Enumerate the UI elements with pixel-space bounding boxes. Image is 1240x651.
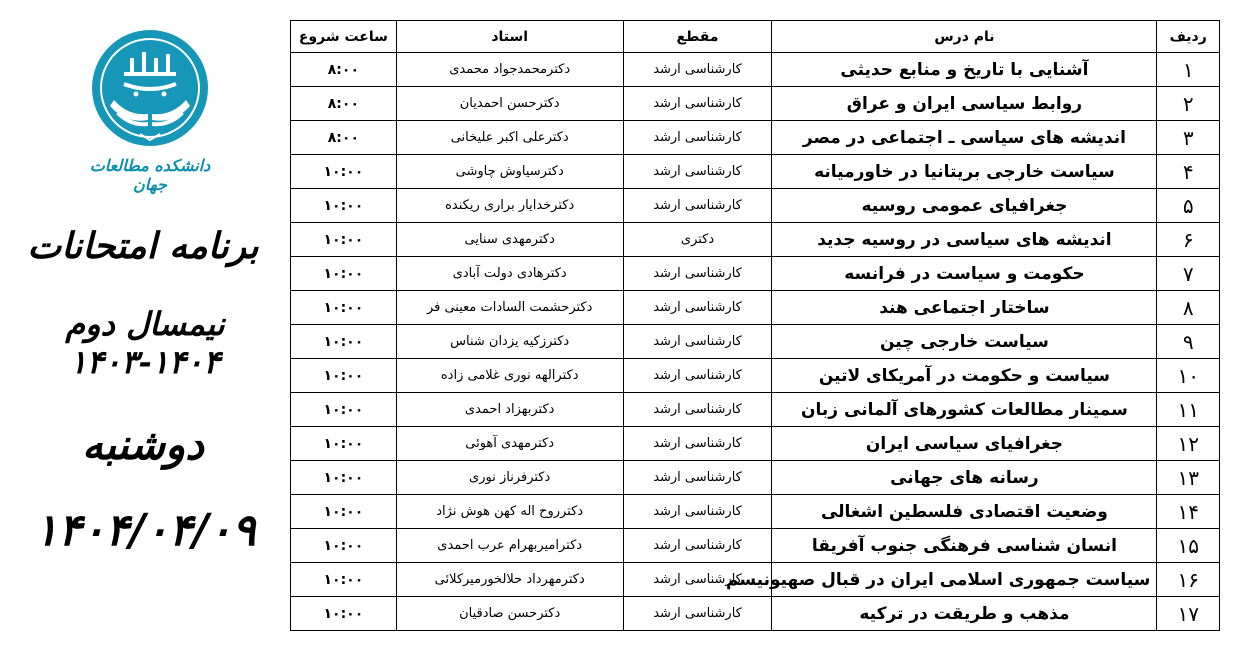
start-time-cell: ۱۰:۰۰ [291, 495, 397, 529]
professor-cell: دکترزکیه یزدان شناس [396, 325, 623, 359]
course-cell: ساختار اجتماعی هند [772, 291, 1157, 325]
level-cell: دکتری [623, 223, 772, 257]
professor-cell: دکترمحمدجواد محمدی [396, 53, 623, 87]
course-cell: سمینار مطالعات کشورهای آلمانی زبان [772, 393, 1157, 427]
header-professor: استاد [396, 21, 623, 53]
course-cell: سیاست خارجی چین [772, 325, 1157, 359]
row-number-cell: ۱۱ [1157, 393, 1220, 427]
start-time-cell: ۱۰:۰۰ [291, 563, 397, 597]
row-number-cell: ۱۶ [1157, 563, 1220, 597]
row-number-cell: ۹ [1157, 325, 1220, 359]
level-cell: کارشناسی ارشد [623, 359, 772, 393]
course-cell: مذهب و طریقت در ترکیه [772, 597, 1157, 631]
start-time-cell: ۱۰:۰۰ [291, 359, 397, 393]
table-row [291, 529, 1220, 563]
level-cell: کارشناسی ارشد [623, 189, 772, 223]
table-row [291, 257, 1220, 291]
start-time-cell: ۱۰:۰۰ [291, 291, 397, 325]
level-cell: کارشناسی ارشد [623, 461, 772, 495]
table-body [291, 53, 1220, 631]
table-row [291, 427, 1220, 461]
semester-line: نیمسال دوم ۱۴۰۴-۱۴۰۳ [65, 305, 225, 381]
table-row [291, 223, 1220, 257]
course-cell: اندیشه های سیاسی در روسیه جدید [772, 223, 1157, 257]
header-course: نام درس [772, 21, 1157, 53]
row-number-cell: ۴ [1157, 155, 1220, 189]
course-cell: سیاست خارجی بریتانیا در خاورمیانه [772, 155, 1157, 189]
course-cell: جغرافیای سیاسی ایران [772, 427, 1157, 461]
table-row [291, 461, 1220, 495]
exam-date: ۱۴۰۴/۰۴/۰۹ [34, 505, 256, 556]
course-cell: آشنایی با تاریخ و منابع حدیثی [772, 53, 1157, 87]
exam-day: دوشنبه [81, 420, 205, 469]
table-row [291, 53, 1220, 87]
row-number-cell: ۱۰ [1157, 359, 1220, 393]
start-time-cell: ۱۰:۰۰ [291, 427, 397, 461]
row-number-cell: ۱۷ [1157, 597, 1220, 631]
level-cell: کارشناسی ارشد [623, 563, 772, 597]
level-cell: کارشناسی ارشد [623, 495, 772, 529]
professor-cell: دکترمهرداد حلالخورمیرکلائی [396, 563, 623, 597]
header-level: مقطع [623, 21, 772, 53]
level-cell: کارشناسی ارشد [623, 427, 772, 461]
row-number-cell: ۱۲ [1157, 427, 1220, 461]
header-row-number: ردیف [1157, 21, 1220, 53]
start-time-cell: ۸:۰۰ [291, 121, 397, 155]
university-emblem-icon [90, 28, 210, 148]
level-cell: کارشناسی ارشد [623, 121, 772, 155]
professor-cell: دکترامیربهرام عرب احمدی [396, 529, 623, 563]
row-number-cell: ۵ [1157, 189, 1220, 223]
faculty-name: دانشکده مطالعات جهان [89, 156, 211, 194]
program-title: برنامه امتحانات [27, 225, 259, 267]
table-row [291, 325, 1220, 359]
professor-cell: دکترحسن احمدیان [396, 87, 623, 121]
level-cell: کارشناسی ارشد [623, 291, 772, 325]
course-cell: انسان شناسی فرهنگی جنوب آفریقا [772, 529, 1157, 563]
row-number-cell: ۱۳ [1157, 461, 1220, 495]
row-number-cell: ۳ [1157, 121, 1220, 155]
professor-cell: دکترخدایار براری ریکنده [396, 189, 623, 223]
table-row [291, 393, 1220, 427]
row-number-cell: ۸ [1157, 291, 1220, 325]
level-cell: کارشناسی ارشد [623, 597, 772, 631]
level-cell: کارشناسی ارشد [623, 155, 772, 189]
course-cell: سیاست و حکومت در آمریکای لاتین [772, 359, 1157, 393]
start-time-cell: ۱۰:۰۰ [291, 155, 397, 189]
level-cell: کارشناسی ارشد [623, 325, 772, 359]
header-start-time: ساعت شروع [291, 21, 397, 53]
course-cell: رسانه های جهانی [772, 461, 1157, 495]
start-time-cell: ۱۰:۰۰ [291, 461, 397, 495]
professor-cell: دکترحشمت السادات معینی فر [396, 291, 623, 325]
course-cell: اندیشه های سیاسی ـ اجتماعی در مصر [772, 121, 1157, 155]
start-time-cell: ۱۰:۰۰ [291, 597, 397, 631]
level-cell: کارشناسی ارشد [623, 393, 772, 427]
table-row [291, 291, 1220, 325]
start-time-cell: ۸:۰۰ [291, 87, 397, 121]
professor-cell: دکترهادی دولت آبادی [396, 257, 623, 291]
course-cell: حکومت و سیاست در فرانسه [772, 257, 1157, 291]
course-cell: وضعیت اقتصادی فلسطین اشغالی [772, 495, 1157, 529]
table-row [291, 121, 1220, 155]
professor-cell: دکترالهه نوری غلامی زاده [396, 359, 623, 393]
professor-cell: دکترروح اله کهن هوش نژاد [396, 495, 623, 529]
level-cell: کارشناسی ارشد [623, 257, 772, 291]
table-row [291, 597, 1220, 631]
table-row [291, 155, 1220, 189]
start-time-cell: ۱۰:۰۰ [291, 529, 397, 563]
start-time-cell: ۱۰:۰۰ [291, 325, 397, 359]
row-number-cell: ۱۵ [1157, 529, 1220, 563]
professor-cell: دکترسیاوش چاوشی [396, 155, 623, 189]
row-number-cell: ۲ [1157, 87, 1220, 121]
exam-schedule-table [290, 20, 1220, 631]
table-row [291, 189, 1220, 223]
professor-cell: دکترحسن صادقیان [396, 597, 623, 631]
table-header-row [291, 21, 1220, 53]
course-cell: جغرافیای عمومی روسیه [772, 189, 1157, 223]
start-time-cell: ۱۰:۰۰ [291, 189, 397, 223]
level-cell: کارشناسی ارشد [623, 53, 772, 87]
professor-cell: دکترعلی اکبر علیخانی [396, 121, 623, 155]
start-time-cell: ۱۰:۰۰ [291, 257, 397, 291]
row-number-cell: ۱ [1157, 53, 1220, 87]
university-logo [84, 28, 216, 193]
row-number-cell: ۷ [1157, 257, 1220, 291]
table-row [291, 495, 1220, 529]
table-row [291, 563, 1220, 597]
start-time-cell: ۱۰:۰۰ [291, 223, 397, 257]
table-row [291, 359, 1220, 393]
level-cell: کارشناسی ارشد [623, 87, 772, 121]
row-number-cell: ۶ [1157, 223, 1220, 257]
course-cell: روابط سیاسی ایران و عراق [772, 87, 1157, 121]
table-row [291, 87, 1220, 121]
start-time-cell: ۸:۰۰ [291, 53, 397, 87]
professor-cell: دکترمهدی سنایی [396, 223, 623, 257]
professor-cell: دکترفرناز نوری [396, 461, 623, 495]
professor-cell: دکتربهزاد احمدی [396, 393, 623, 427]
level-cell: کارشناسی ارشد [623, 529, 772, 563]
professor-cell: دکترمهدی آهوئی [396, 427, 623, 461]
row-number-cell: ۱۴ [1157, 495, 1220, 529]
start-time-cell: ۱۰:۰۰ [291, 393, 397, 427]
course-cell: سیاست جمهوری اسلامی ایران در قبال صهیونیسم [772, 563, 1157, 597]
